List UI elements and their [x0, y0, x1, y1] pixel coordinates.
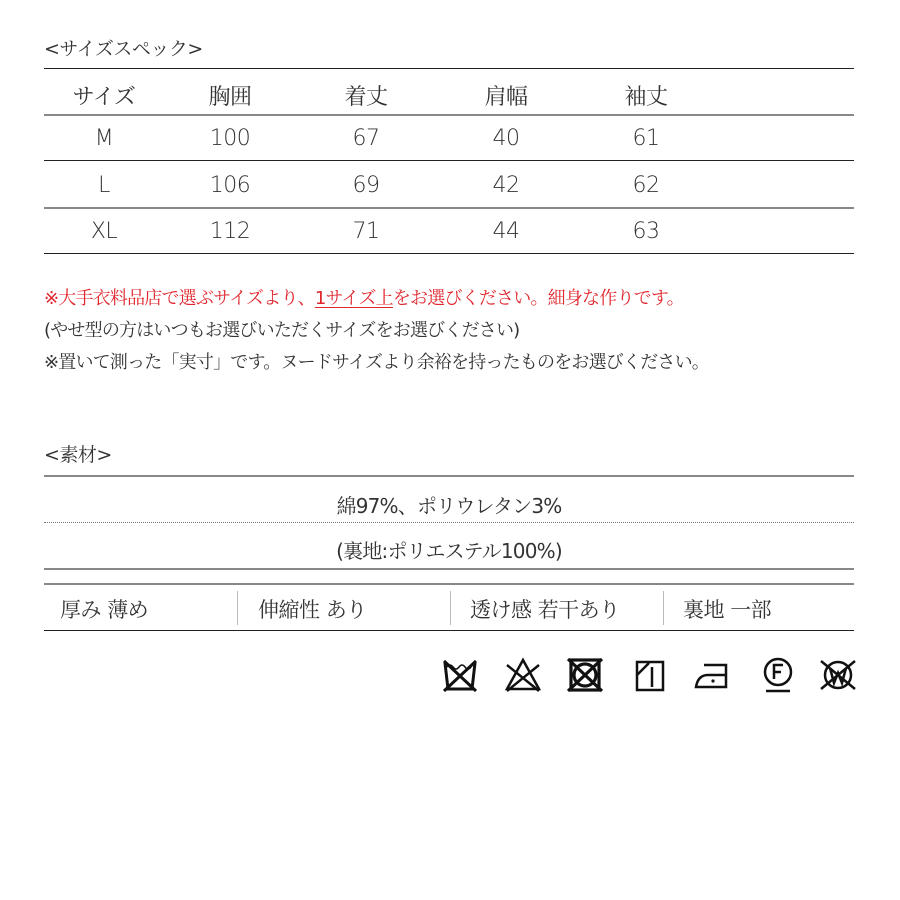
row-shoulder: 40 — [492, 126, 520, 151]
divider — [44, 160, 854, 161]
column-divider — [663, 591, 664, 625]
row-size: M — [94, 126, 114, 151]
row-chest: 100 — [209, 126, 251, 151]
measurement-note: ※置いて測った「実寸」です。ヌードサイズより余裕を持ったものをお選びください。 — [44, 352, 709, 373]
divider — [44, 583, 854, 585]
property-lining — [683, 594, 771, 624]
header-chest: 胸囲 — [208, 85, 252, 110]
property-label: 裏地 — [683, 598, 724, 622]
row-size: L — [98, 173, 110, 198]
row-length: 67 — [352, 126, 380, 151]
size-spec-title: <サイズスペック> — [44, 38, 203, 60]
property-label: 厚み — [60, 598, 101, 622]
row-sleeve: 62 — [632, 173, 660, 198]
property-value: 薄め — [107, 598, 149, 622]
property-sheerness — [470, 594, 620, 624]
header-sleeve: 袖丈 — [624, 85, 668, 110]
no-washing-icon — [440, 655, 480, 695]
dotted-divider — [44, 522, 854, 523]
property-value: あり — [325, 598, 367, 622]
row-sleeve: 61 — [632, 126, 660, 151]
divider — [44, 475, 854, 477]
note-text: をお選びください。細身な作りです。 — [392, 288, 684, 309]
property-value: 若干あり — [537, 598, 620, 622]
divider — [44, 630, 854, 631]
header-shoulder: 肩幅 — [484, 85, 528, 110]
property-label: 透け感 — [470, 598, 532, 622]
property-stretch — [258, 594, 367, 624]
dry-clean-f-gentle-icon — [758, 655, 798, 695]
row-length: 71 — [352, 219, 380, 244]
divider — [44, 207, 854, 209]
column-divider — [450, 591, 451, 625]
material-lining: (裏地:ポリエステル100%) — [336, 539, 562, 563]
no-bleach-icon — [503, 655, 543, 695]
divider — [44, 253, 854, 254]
material-composition: 綿97%、ポリウレタン3% — [336, 494, 562, 518]
row-length: 69 — [352, 173, 380, 198]
divider — [44, 114, 854, 116]
header-size: サイズ — [72, 85, 136, 110]
header-length: 着丈 — [344, 85, 388, 110]
divider — [44, 68, 854, 69]
drip-dry-shade-icon — [630, 655, 670, 695]
row-chest: 106 — [209, 173, 251, 198]
row-chest: 112 — [209, 219, 251, 244]
row-shoulder: 42 — [492, 173, 520, 198]
property-value: 一部 — [730, 598, 772, 622]
iron-low-icon — [692, 655, 732, 695]
note-text: ※大手衣料品店で選ぶサイズより、 — [44, 288, 315, 309]
slim-fit-note: (やせ型の方はいつもお選びいただくサイズをお選びください) — [44, 320, 520, 341]
size-advice-note — [44, 284, 684, 310]
column-divider — [237, 591, 238, 625]
no-tumble-dry-icon — [565, 655, 605, 695]
property-thickness — [60, 594, 148, 624]
property-label: 伸縮性 — [258, 598, 320, 622]
note-emphasis: 1サイズ上 — [314, 288, 393, 309]
divider — [44, 568, 854, 570]
row-sleeve: 63 — [632, 219, 660, 244]
row-shoulder: 44 — [492, 219, 520, 244]
material-title: <素材> — [44, 444, 112, 466]
row-size: XL — [90, 219, 118, 244]
no-wet-clean-icon — [818, 655, 858, 695]
